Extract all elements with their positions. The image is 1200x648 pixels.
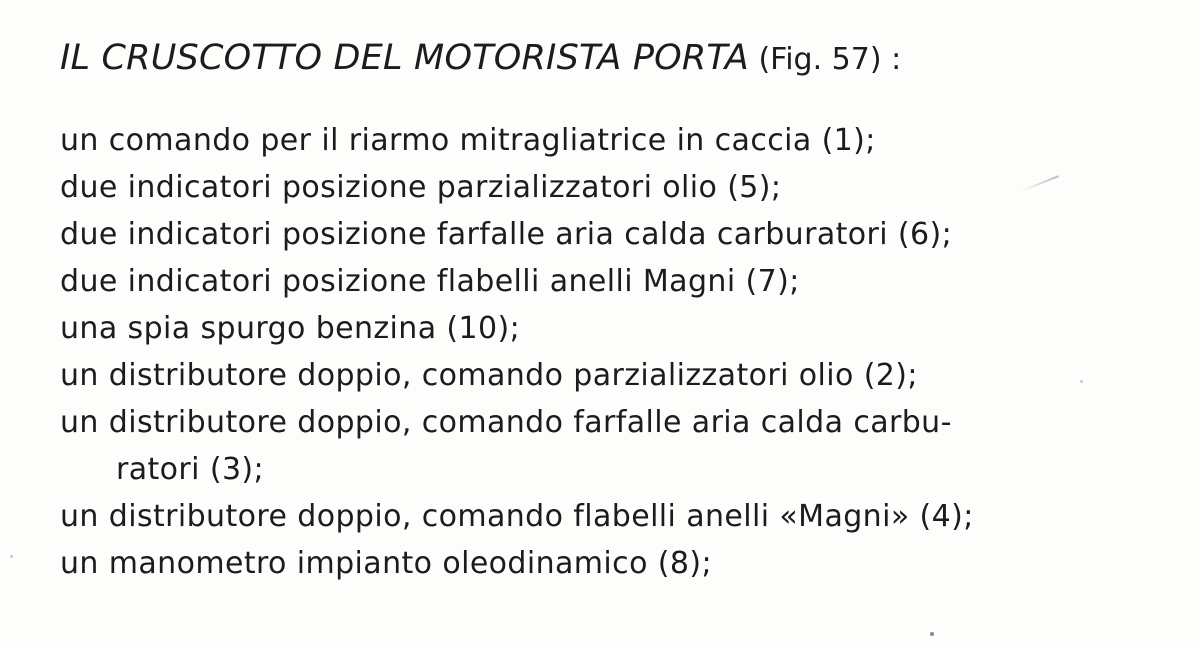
figure-reference: (Fig. 57) :: [748, 42, 902, 77]
list-item: un manometro impianto oleodinamico (8);: [60, 546, 712, 581]
heading-title: IL CRUSCOTTO DEL MOTORISTA PORTA: [60, 38, 749, 78]
list-item: due indicatori posizione flabelli anelli Magni (7);: [60, 264, 800, 299]
list-item: un distributore doppio, comando flabelli anelli «Magni» (4);: [60, 499, 974, 534]
list-item: un distributore doppio, comando parzializzatori olio (2);: [60, 358, 918, 393]
list-item: un distributore doppio, comando farfalle aria calda carbu-: [60, 405, 952, 440]
list-item-continuation: ratori (3);: [116, 452, 265, 487]
list-item: due indicatori posizione farfalle aria calda carburatori (6);: [60, 217, 953, 252]
list-item: un comando per il riarmo mitragliatrice in caccia (1);: [60, 123, 876, 158]
list-item: due indicatori posizione parzializzatori olio (5);: [60, 170, 782, 205]
instrument-list: [60, 117, 1140, 587]
section-heading: [60, 36, 901, 82]
list-item: una spia spurgo benzina (10);: [60, 311, 521, 346]
